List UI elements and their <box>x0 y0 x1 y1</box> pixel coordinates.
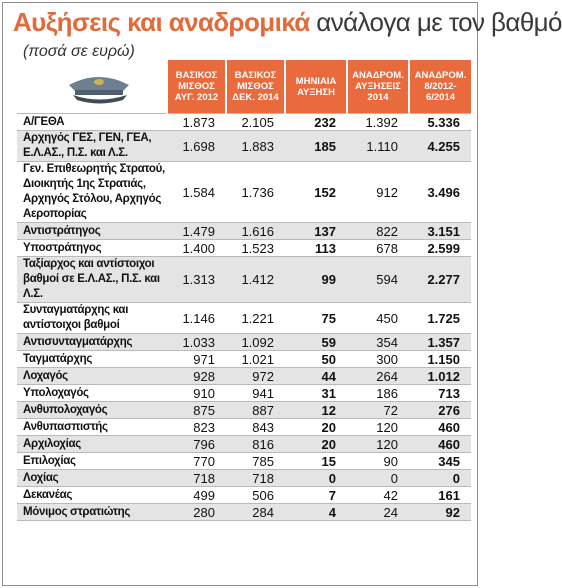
value-cell: 161 <box>409 487 471 504</box>
table-row <box>17 419 471 436</box>
value-cell: 24 <box>347 504 409 521</box>
table-row <box>17 114 471 131</box>
value-cell: 816 <box>226 436 285 453</box>
salary-table <box>17 60 471 521</box>
value-cell: 1.012 <box>409 368 471 385</box>
value-cell: 718 <box>167 470 226 487</box>
value-cell: 59 <box>285 334 347 351</box>
column-header: ΑΝΑΔΡΟΜ. 8/2012- 6/2014 <box>409 60 471 114</box>
value-cell: 3.496 <box>409 162 471 223</box>
value-cell: 354 <box>347 334 409 351</box>
table-row <box>17 223 471 240</box>
table-row <box>17 487 471 504</box>
value-cell: 4.255 <box>409 131 471 162</box>
value-cell: 1.313 <box>167 257 226 303</box>
grade-label: Αντιστράτηγος <box>17 223 167 240</box>
value-cell: 460 <box>409 419 471 436</box>
value-cell: 3.151 <box>409 223 471 240</box>
table-row <box>17 504 471 521</box>
value-cell: 928 <box>167 368 226 385</box>
table-row <box>17 402 471 419</box>
value-cell: 185 <box>285 131 347 162</box>
column-header: ΜΗΝΙΑΙΑ ΑΥΞΗΣΗ <box>285 60 347 114</box>
value-cell: 44 <box>285 368 347 385</box>
currency-note: (ποσά σε ευρώ) <box>23 43 135 60</box>
grade-label: Λοχαγός <box>17 368 167 385</box>
value-cell: 113 <box>285 240 347 257</box>
value-cell: 0 <box>409 470 471 487</box>
value-cell: 20 <box>285 436 347 453</box>
value-cell: 4 <box>285 504 347 521</box>
value-cell: 941 <box>226 385 285 402</box>
value-cell: 1.146 <box>167 303 226 334</box>
infographic-frame <box>2 2 562 586</box>
table-row <box>17 351 471 368</box>
column-header: ΒΑΣΙΚΟΣ ΜΙΣΘΟΣ ΑΥΓ. 2012 <box>167 60 226 114</box>
value-cell: 186 <box>347 385 409 402</box>
value-cell: 276 <box>409 402 471 419</box>
table-row <box>17 470 471 487</box>
value-cell: 300 <box>347 351 409 368</box>
grade-label: Μόνιμος στρατιώτης <box>17 504 167 521</box>
value-cell: 0 <box>285 470 347 487</box>
value-cell: 822 <box>347 223 409 240</box>
value-cell: 345 <box>409 453 471 470</box>
title-light-part: ανάλογα με τον βαθμό <box>316 7 562 37</box>
table-row <box>17 453 471 470</box>
value-cell: 1.616 <box>226 223 285 240</box>
value-cell: 2.599 <box>409 240 471 257</box>
value-cell: 152 <box>285 162 347 223</box>
value-cell: 499 <box>167 487 226 504</box>
value-cell: 713 <box>409 385 471 402</box>
grade-label: Αρχηγός ΓΕΣ, ΓΕΝ, ΓΕΑ, Ε.Λ.ΑΣ., Π.Σ. και Λ.Σ. <box>17 131 167 162</box>
value-cell: 1.357 <box>409 334 471 351</box>
value-cell: 1.392 <box>347 114 409 131</box>
value-cell: 718 <box>226 470 285 487</box>
value-cell: 1.150 <box>409 351 471 368</box>
column-header: ΑΝΑΔΡΟΜ. ΑΥΞΗΣΕΙΣ 2014 <box>347 60 409 114</box>
value-cell: 823 <box>167 419 226 436</box>
table-body <box>17 114 471 521</box>
grade-label: Υπολοχαγός <box>17 385 167 402</box>
value-cell: 1.221 <box>226 303 285 334</box>
grade-label: Ανθυπολοχαγός <box>17 402 167 419</box>
value-cell: 5.336 <box>409 114 471 131</box>
grade-label: Ταξίαρχος και αντίστοιχοι βαθμοί σε Ε.Λ.ΑΣ., Π.Σ. και Λ.Σ. <box>17 257 167 303</box>
value-cell: 785 <box>226 453 285 470</box>
value-cell: 678 <box>347 240 409 257</box>
title-bold-part: Αυξήσεις και αναδρομικά <box>13 7 310 37</box>
grade-label: Συνταγματάρχης και αντίστοιχοι βαθμοί <box>17 303 167 334</box>
value-cell: 875 <box>167 402 226 419</box>
value-cell: 971 <box>167 351 226 368</box>
value-cell: 1.883 <box>226 131 285 162</box>
value-cell: 42 <box>347 487 409 504</box>
value-cell: 796 <box>167 436 226 453</box>
value-cell: 910 <box>167 385 226 402</box>
value-cell: 460 <box>409 436 471 453</box>
grade-label: Γεν. Επιθεωρητής Στρατού, Διοικητής 1ης Στρατιάς, Αρχηγός Στόλου, Αρχηγός Αεροπορίας <box>17 162 167 223</box>
value-cell: 75 <box>285 303 347 334</box>
value-cell: 1.110 <box>347 131 409 162</box>
value-cell: 594 <box>347 257 409 303</box>
grade-label: Επιλοχίας <box>17 453 167 470</box>
grade-label: Α/ΓΕΘΑ <box>17 114 167 131</box>
value-cell: 31 <box>285 385 347 402</box>
value-cell: 1.021 <box>226 351 285 368</box>
page-title <box>13 5 562 39</box>
value-cell: 1.400 <box>167 240 226 257</box>
grade-label: Αντισυνταγματάρχης <box>17 334 167 351</box>
value-cell: 912 <box>347 162 409 223</box>
value-cell: 120 <box>347 436 409 453</box>
table-row <box>17 368 471 385</box>
value-cell: 2.105 <box>226 114 285 131</box>
grade-label: Ταγματάρχης <box>17 351 167 368</box>
value-cell: 506 <box>226 487 285 504</box>
value-cell: 972 <box>226 368 285 385</box>
grade-label: Αρχιλοχίας <box>17 436 167 453</box>
grade-label: Δεκανέας <box>17 487 167 504</box>
value-cell: 120 <box>347 419 409 436</box>
value-cell: 1.033 <box>167 334 226 351</box>
value-cell: 1.479 <box>167 223 226 240</box>
table-row <box>17 257 471 303</box>
value-cell: 0 <box>347 470 409 487</box>
value-cell: 90 <box>347 453 409 470</box>
value-cell: 1.092 <box>226 334 285 351</box>
value-cell: 264 <box>347 368 409 385</box>
value-cell: 1.523 <box>226 240 285 257</box>
table-row <box>17 162 471 223</box>
value-cell: 280 <box>167 504 226 521</box>
value-cell: 50 <box>285 351 347 368</box>
table-row <box>17 303 471 334</box>
grade-label: Λοχίας <box>17 470 167 487</box>
value-cell: 1.873 <box>167 114 226 131</box>
grade-label: Υποστράτηγος <box>17 240 167 257</box>
grade-column-header <box>17 60 167 114</box>
value-cell: 1.725 <box>409 303 471 334</box>
value-cell: 450 <box>347 303 409 334</box>
value-cell: 15 <box>285 453 347 470</box>
value-cell: 284 <box>226 504 285 521</box>
value-cell: 7 <box>285 487 347 504</box>
table-row <box>17 240 471 257</box>
column-header: ΒΑΣΙΚΟΣ ΜΙΣΘΟΣ ΔΕΚ. 2014 <box>226 60 285 114</box>
value-cell: 1.412 <box>226 257 285 303</box>
value-cell: 2.277 <box>409 257 471 303</box>
value-cell: 99 <box>285 257 347 303</box>
value-cell: 1.736 <box>226 162 285 223</box>
value-cell: 1.698 <box>167 131 226 162</box>
value-cell: 92 <box>409 504 471 521</box>
table-header-row <box>17 60 471 114</box>
value-cell: 72 <box>347 402 409 419</box>
value-cell: 887 <box>226 402 285 419</box>
value-cell: 1.584 <box>167 162 226 223</box>
value-cell: 20 <box>285 419 347 436</box>
value-cell: 770 <box>167 453 226 470</box>
table-row <box>17 334 471 351</box>
table-row <box>17 385 471 402</box>
value-cell: 137 <box>285 223 347 240</box>
table-row <box>17 436 471 453</box>
value-cell: 12 <box>285 402 347 419</box>
grade-label: Ανθυπασπιστής <box>17 419 167 436</box>
table-row <box>17 131 471 162</box>
value-cell: 232 <box>285 114 347 131</box>
value-cell: 843 <box>226 419 285 436</box>
